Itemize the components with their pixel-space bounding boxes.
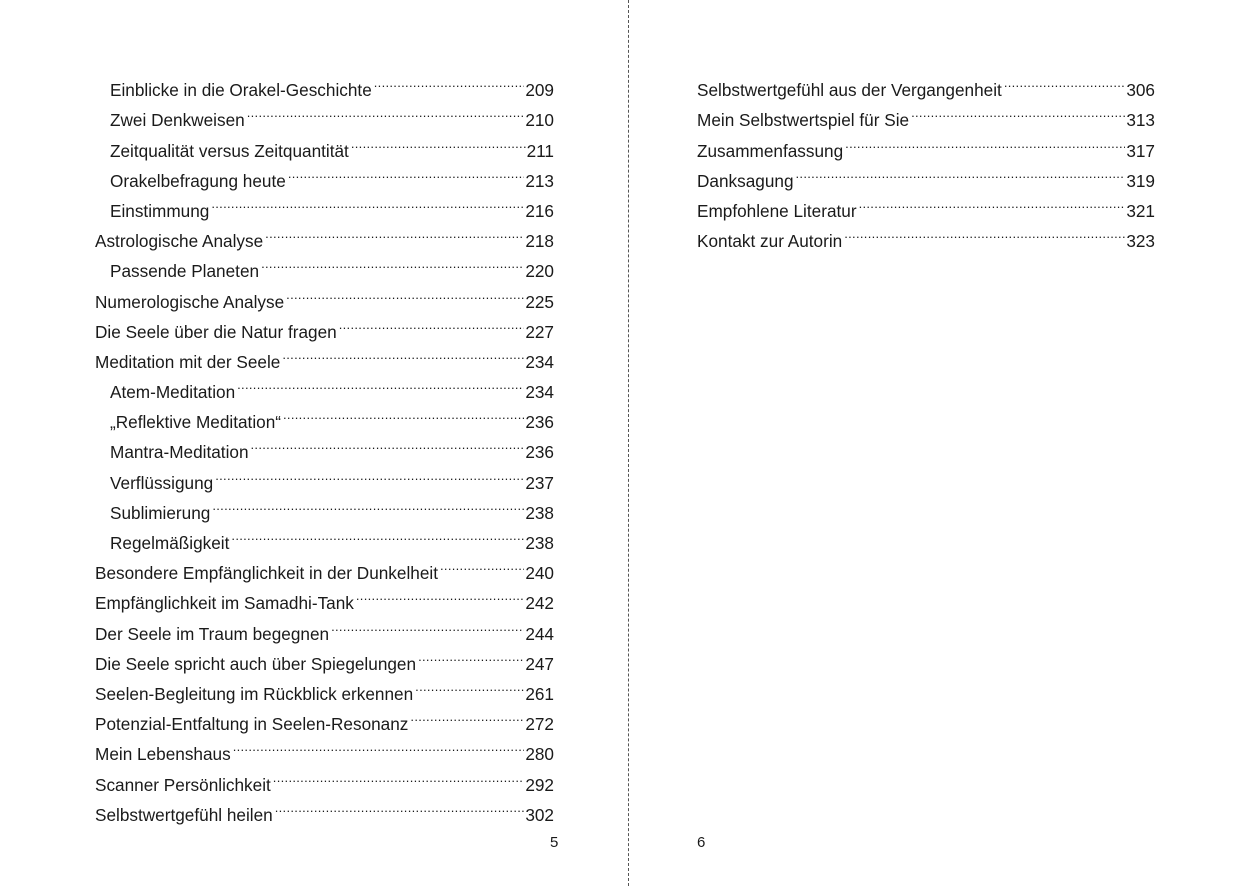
toc-dot-leader <box>247 96 525 126</box>
toc-entry-title: Meditation mit der Seele <box>95 351 281 372</box>
toc-dot-leader <box>212 489 524 519</box>
toc-entry-title: Regelmäßigkeit <box>110 533 230 553</box>
toc-dot-leader <box>418 640 524 670</box>
toc-entry-page-number: 317 <box>1126 140 1155 161</box>
toc-entry-page-number: 242 <box>525 593 554 614</box>
toc-dot-leader <box>1004 66 1126 96</box>
toc-dot-leader <box>282 338 524 368</box>
toc-entry-title: Kontakt zur Autorin <box>697 231 843 252</box>
toc-dot-leader <box>215 458 524 488</box>
toc-entry-page-number: 211 <box>526 140 554 161</box>
page-number: 5 <box>550 834 559 851</box>
toc-entry-page-number: 236 <box>525 442 554 463</box>
toc-entry-title: Zeitqualität versus Zeitquantität <box>110 140 349 161</box>
toc-entry-title: Der Seele im Traum begegnen <box>95 623 330 644</box>
toc-dot-leader <box>275 791 525 821</box>
toc-entry-title: Sublimierung <box>110 502 211 523</box>
toc-dot-leader <box>273 760 525 790</box>
toc-entry-title: Empfänglichkeit im Samadhi-Tank <box>95 593 354 614</box>
toc-entry-page-number: 292 <box>525 774 554 795</box>
toc-entry-title: Empfohlene Literatur <box>697 200 857 221</box>
toc-entry-page-number: 238 <box>525 502 554 523</box>
page-number: 6 <box>697 834 706 851</box>
toc-entry-title: Danksagung <box>697 170 794 191</box>
toc-entry-page-number: 237 <box>525 472 554 493</box>
toc-dot-leader <box>288 157 524 187</box>
toc-dot-leader <box>237 368 524 398</box>
toc-dot-leader <box>351 126 526 156</box>
toc-entry-title: Zusammenfassung <box>697 140 844 161</box>
toc-entry-title: Numerologische Analyse <box>95 291 285 312</box>
toc-entry-title: Mantra-Meditation <box>110 442 249 463</box>
toc-entry-page-number: 302 <box>525 804 554 825</box>
toc-entry-page-number: 240 <box>525 563 554 584</box>
toc-dot-leader <box>331 609 524 639</box>
table-of-contents-left <box>95 66 554 825</box>
toc-entry <box>697 66 1155 101</box>
toc-entry-page-number: 321 <box>1126 200 1155 221</box>
toc-entry-title: Besondere Empfänglichkeit in der Dunkelheit <box>95 563 438 584</box>
toc-entry-title: Selbstwertgefühl aus der Vergangenheit <box>697 80 1002 101</box>
toc-dot-leader <box>859 187 1126 217</box>
toc-entry-title: Verflüssigung <box>110 472 214 493</box>
toc-entry-page-number: 225 <box>525 291 554 312</box>
toc-dot-leader <box>356 579 524 609</box>
toc-dot-leader <box>211 187 524 217</box>
toc-dot-leader <box>415 670 524 700</box>
toc-entry-title: Astrologische Analyse <box>95 231 264 252</box>
toc-entry-page-number: 272 <box>525 714 554 735</box>
toc-entry-title: Potenzial-Entfaltung in Seelen-Resonanz <box>95 714 409 735</box>
toc-entry-title: Atem-Meditation <box>110 382 236 403</box>
toc-entry-page-number: 238 <box>525 533 554 553</box>
toc-entry-page-number: 323 <box>1126 231 1155 252</box>
toc-dot-leader <box>796 157 1126 187</box>
toc-dot-leader <box>261 247 524 277</box>
toc-entry-page-number: 244 <box>525 623 554 644</box>
toc-dot-leader <box>844 217 1125 247</box>
toc-entry-title: Scanner Persönlichkeit <box>95 774 271 795</box>
toc-entry-title: Einstimmung <box>110 200 210 221</box>
toc-entry-page-number: 306 <box>1126 80 1155 101</box>
toc-dot-leader <box>911 96 1125 126</box>
toc-dot-leader <box>265 217 524 247</box>
toc-entry-page-number: 218 <box>525 231 554 252</box>
toc-entry-title: Die Seele über die Natur fragen <box>95 321 337 342</box>
toc-entry-title: Mein Selbstwertspiel für Sie <box>697 110 910 131</box>
toc-entry <box>95 66 554 101</box>
toc-entry-page-number: 234 <box>525 382 554 403</box>
toc-entry-page-number: 234 <box>525 351 554 372</box>
toc-dot-leader <box>286 277 524 307</box>
toc-entry-page-number: 209 <box>525 80 554 101</box>
toc-entry-title: Die Seele spricht auch über Spiegelungen <box>95 653 417 674</box>
toc-dot-leader <box>440 549 524 579</box>
toc-entry-title: Einblicke in die Orakel-Geschichte <box>110 80 372 101</box>
table-of-contents-right <box>697 66 1155 252</box>
toc-entry-page-number: 220 <box>525 261 554 282</box>
toc-entry-page-number: 261 <box>525 683 554 704</box>
toc-entry-title: „Reflektive Meditation“ <box>110 412 281 433</box>
toc-dot-leader <box>339 308 525 338</box>
toc-dot-leader <box>374 66 525 96</box>
toc-dot-leader <box>233 730 525 760</box>
toc-entry-page-number: 236 <box>525 412 554 433</box>
toc-entry-page-number: 227 <box>525 321 554 342</box>
toc-entry-page-number: 216 <box>525 200 554 221</box>
toc-entry-page-number: 280 <box>525 744 554 765</box>
toc-entry-page-number: 213 <box>525 170 554 191</box>
toc-entry-title: Zwei Denkweisen <box>110 110 245 131</box>
toc-dot-leader <box>231 519 524 549</box>
toc-dot-leader <box>410 700 524 730</box>
toc-entry-page-number: 319 <box>1126 170 1155 191</box>
toc-entry-title: Orakelbefragung heute <box>110 170 286 191</box>
toc-entry-title: Selbstwertgefühl heilen <box>95 804 273 825</box>
toc-entry-page-number: 313 <box>1126 110 1155 131</box>
toc-entry-page-number: 247 <box>525 653 554 674</box>
toc-dot-leader <box>283 398 524 428</box>
toc-dot-leader <box>251 428 525 458</box>
toc-entry-title: Passende Planeten <box>110 261 260 282</box>
toc-entry-title: Seelen-Begleitung im Rückblick erkennen <box>95 683 414 704</box>
right-page <box>629 0 1254 886</box>
toc-entry-title: Mein Lebenshaus <box>95 744 231 765</box>
toc-dot-leader <box>845 126 1125 156</box>
toc-entry-page-number: 210 <box>525 110 554 131</box>
